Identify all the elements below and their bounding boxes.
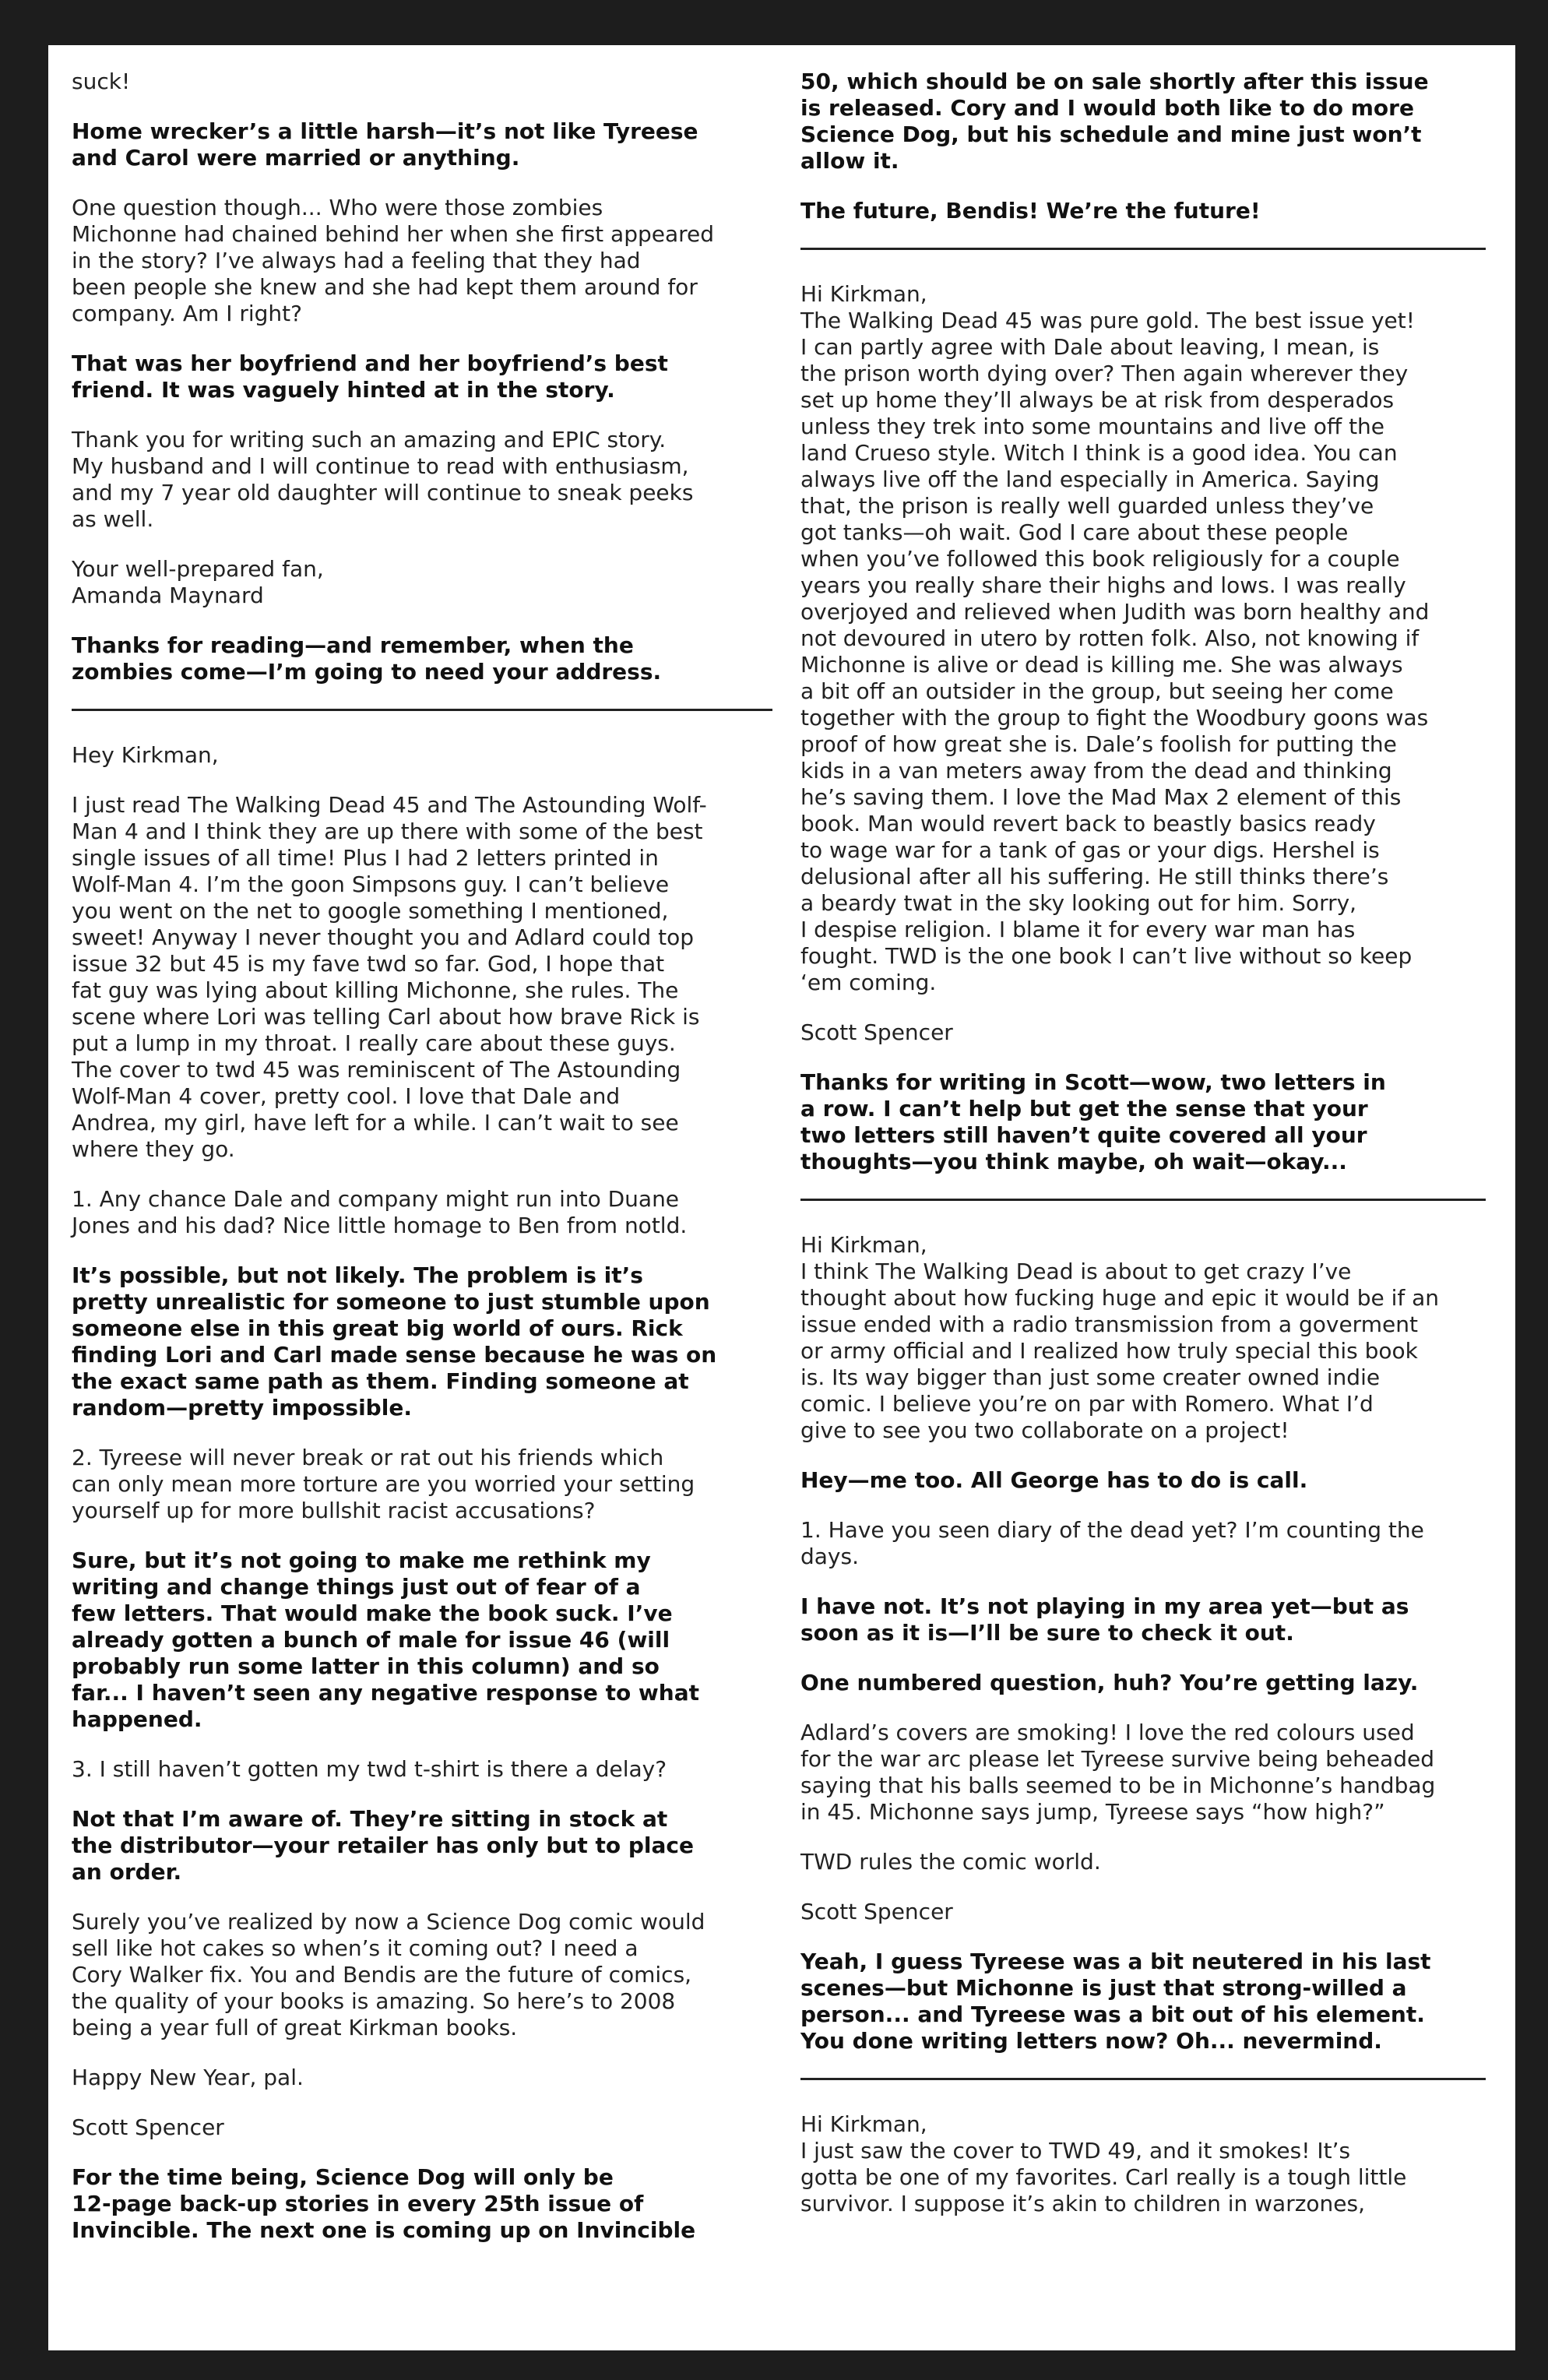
reader-letter: Scott Spencer [800, 1899, 953, 1924]
reader-letter: I just read The Walking Dead 45 and The Astounding Wolf- Man 4 and I think they are up there with some of the best single issues of all time! Plus I had 2 letters printed in Wolf-Man 4. I’m the goon Simpsons guy. I can’t believe you went on the net to google something I mentioned, sweet! Anyway I never thought you and Adlard could top issue 32 but 45 is my fave twd so far. God, I hope that fat guy was lying about killing Michonne, she rules. The scene where Lori was telling Carl about how brave Rick is put a lump in my throat. I really care about these guys. The cover to twd 45 was reminiscent of The Astounding Wolf-Man 4 cover, pretty cool. I love that Dale and Andrea, my girl, have left for a while. I can’t wait to see where they go. [72, 792, 707, 1162]
reader-letter: Scott Spencer [72, 2114, 224, 2140]
right-column [800, 69, 1486, 2241]
reader-letter: 1. Have you seen diary of the dead yet? I’m counting the days. [800, 1517, 1424, 1569]
editor-reply: Hey—me too. All George has to do is call. [800, 1467, 1308, 1493]
editor-reply: Home wrecker’s a little harsh—it’s not like Tyreese and Carol were married or anything. [72, 118, 698, 171]
left-column [72, 69, 772, 2267]
editor-reply: The future, Bendis! We’re the future! [800, 198, 1261, 224]
divider-rule [800, 2078, 1486, 2080]
reader-letter: Hi Kirkman, I just saw the cover to TWD 49, and it smokes! It’s gotta be one of my favorites. Carl really is a tough little survivor. I suppose it’s akin to children in warzones, [800, 2111, 1407, 2216]
divider-rule [800, 248, 1486, 250]
reader-letter: TWD rules the comic world. [800, 1849, 1101, 1875]
editor-reply: 50, which should be on sale shortly after this issue is released. Cory and I would both like to do more Science Dog, but his schedule and mine just won’t allow it. [800, 69, 1429, 174]
editor-reply: Yeah, I guess Tyreese was a bit neutered in his last scenes—but Michonne is just that strong-willed a person... and Tyreese was a bit out of his element. You done writing letters now? Oh... nevermind. [800, 1949, 1431, 2054]
editor-reply: One numbered question, huh? You’re getting lazy. [800, 1670, 1419, 1695]
editor-reply: Not that I’m aware of. They’re sitting in stock at the distributor—your retailer has only but to place an order. [72, 1806, 694, 1885]
letters-page [48, 45, 1515, 2350]
reader-letter: Happy New Year, pal. [72, 2065, 304, 2090]
reader-letter: 1. Any chance Dale and company might run into Duane Jones and his dad? Nice little homage to Ben from notld. [72, 1186, 688, 1238]
reader-letter: Your well-prepared fan, Amanda Maynard [72, 556, 324, 608]
reader-letter: 3. I still haven’t gotten my twd t-shirt is there a delay? [72, 1756, 667, 1782]
editor-reply: I have not. It’s not playing in my area yet—but as soon as it is—I’ll be sure to check it out. [800, 1593, 1409, 1646]
reader-letter: Hey Kirkman, [72, 742, 219, 768]
reader-letter: Scott Spencer [800, 1019, 953, 1045]
reader-letter: Hi Kirkman, The Walking Dead 45 was pure gold. The best issue yet! I can partly agree with Dale about leaving, I mean, is the prison worth dying over? Then again wherever they set up home they’ll always be at risk from desperados unless they trek into some mountains and live off the land Crueso style. Witch I think is a good idea. You can always live off the land especially in America. Saying that, the prison is really well guarded unless they’ve got tanks—oh wait. God I care about these people when you’ve followed this book religiously for a couple years you really share their highs and lows. I was really overjoyed and relieved when Judith was born healthy and not devoured in utero by rotten folk. Also, not knowing if Michonne is alive or dead is killing me. She was always a bit off an outsider in the group, but seeing her come together with the group to fight the Woodbury goons was proof of how great she is. Dale’s foolish for putting the kids in a van meters away from the dead and thinking he’s saving them. I love the Mad Max 2 element of this book. Man would revert back to beastly basics ready to wage war for a tank of gas or your digs. Hershel is delusional after all his suffering. He still thinks there’s a beardy twat in the sky looking out for him. Sorry, I despise religion. I blame it for every war man has fought. TWD is the one book I can’t live without so keep ‘em coming. [800, 281, 1430, 995]
editor-reply: Sure, but it’s not going to make me rethink my writing and change things just out of fear of a few letters. That would make the book suck. I’ve already gotten a bunch of male for issue 46 (will probably run some latter in this column) and so far... I haven’t seen any negative response to what happened. [72, 1547, 700, 1732]
editor-reply: For the time being, Science Dog will only be 12-page back-up stories in every 25th issue of Invincible. The next one is coming up on Invincible [72, 2164, 696, 2243]
reader-letter: Thank you for writing such an amazing and EPIC story. My husband and I will continue to read with enthusiasm, and my 7 year old daughter will continue to sneak peeks as well. [72, 427, 694, 532]
reader-letter: 2. Tyreese will never break or rat out his friends which can only mean more torture are you worried your setting yourself up for more bullshit racist accusations? [72, 1445, 695, 1523]
reader-letter: One question though... Who were those zombies Michonne had chained behind her when she first appeared in the story? I’ve always had a feeling that they had been people she knew and she had kept them around for company. Am I right? [72, 195, 715, 326]
editor-reply: That was her boyfriend and her boyfriend’s best friend. It was vaguely hinted at in the story. [72, 350, 668, 403]
editor-reply: Thanks for reading—and remember, when the zombies come—I’m going to need your address. [72, 632, 662, 685]
editor-reply: It’s possible, but not likely. The problem is it’s pretty unrealistic for someone to just stumble upon someone else in this great big world of ours. Rick finding Lori and Carl made sense because he was on the exact same path as them. Finding someone at random—pretty impossible. [72, 1262, 717, 1421]
divider-rule [800, 1199, 1486, 1201]
editor-reply: Thanks for writing in Scott—wow, two letters in a row. I can’t help but get the sense that your two letters still haven’t quite covered all your thoughts—you think maybe, oh wait—okay... [800, 1069, 1386, 1174]
divider-rule [72, 709, 772, 711]
reader-letter: Hi Kirkman, I think The Walking Dead is about to get crazy I’ve thought about how fucking huge and epic it would be if an issue ended with a radio transmission from a goverment or army official and I realized how truly special this book is. Its way bigger than just some creater owned indie comic. I believe you’re on par with Romero. What I’d give to see you two collaborate on a project! [800, 1232, 1440, 1443]
reader-letter: suck! [72, 69, 131, 94]
reader-letter: Adlard’s covers are smoking! I love the red colours used for the war arc please let Tyreese survive being beheaded saying that his balls seemed to be in Michonne’s handbag in 45. Michonne says jump, Tyreese says “how high?” [800, 1720, 1436, 1825]
reader-letter: Surely you’ve realized by now a Science Dog comic would sell like hot cakes so when’s it coming out? I need a Cory Walker fix. You and Bendis are the future of comics, the quality of your books is amazing. So here’s to 2008 being a year full of great Kirkman books. [72, 1909, 705, 2040]
